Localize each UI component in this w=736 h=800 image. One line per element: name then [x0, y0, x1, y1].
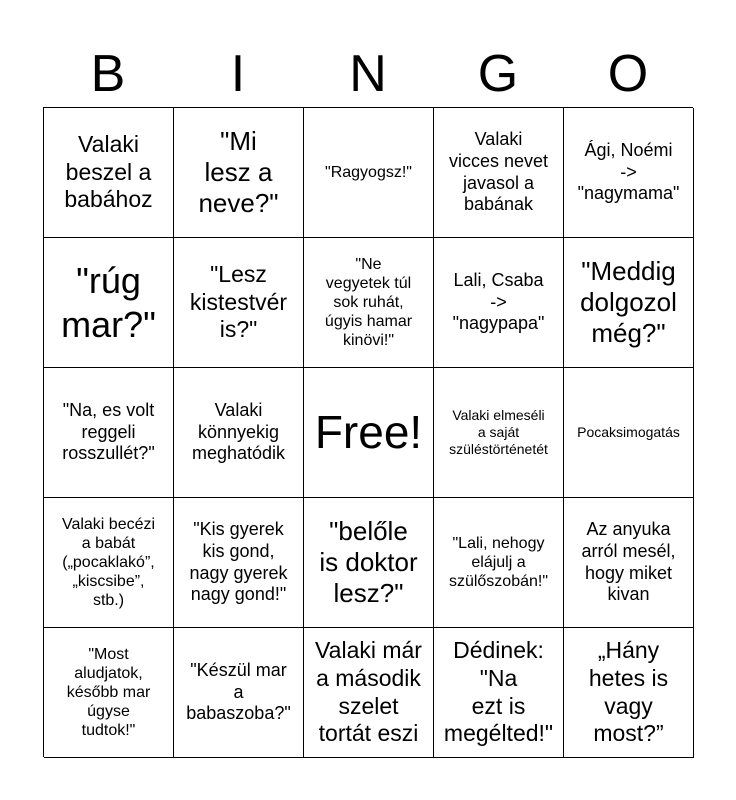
header-letter-g: G — [477, 45, 519, 103]
header-letter-n: N — [349, 45, 387, 103]
bingo-cell-text: "Meddig dolgozol még?" — [580, 255, 677, 349]
bingo-cell[interactable] — [564, 498, 694, 628]
bingo-cell-text: "rúg mar?" — [61, 260, 156, 345]
bingo-cell-text: Lali, Csaba -> "nagypapa" — [452, 270, 545, 334]
bingo-cell-text: Valaki vicces nevet javasol a babának — [448, 129, 549, 215]
bingo-cell-text: Valaki könnyekig meghatódik — [191, 400, 286, 464]
header-letter-o: O — [607, 45, 649, 103]
bingo-cell-text: Valaki már a második szelet tortát eszi — [315, 637, 422, 747]
bingo-cell-text: „Hány hetes is vagy most?” — [588, 637, 669, 747]
bingo-cell[interactable] — [304, 628, 434, 758]
bingo-cell[interactable] — [434, 108, 564, 238]
header-letter-b: B — [90, 45, 126, 103]
bingo-cell-text: Az anyuka arról mesél, hogy miket kivan — [581, 519, 676, 605]
bingo-cell-text: Pocaksimogatás — [577, 424, 680, 441]
bingo-cell[interactable] — [44, 498, 174, 628]
bingo-cell-text: Valaki beszel a babához — [64, 131, 153, 213]
bingo-cell[interactable] — [564, 108, 694, 238]
bingo-cell-text: "belőle is doktor lesz?" — [319, 515, 418, 609]
bingo-board — [43, 107, 693, 757]
bingo-cell-text: Dédinek: "Na ezt is megélted!" — [443, 637, 554, 747]
bingo-cell[interactable] — [44, 108, 174, 238]
bingo-cell[interactable] — [304, 238, 434, 368]
bingo-cell[interactable] — [564, 238, 694, 368]
header-letter-i: I — [230, 45, 246, 103]
bingo-cell[interactable] — [174, 368, 304, 498]
bingo-cell-text: "Kis gyerek kis gond, nagy gyerek nagy gond!" — [189, 519, 288, 605]
bingo-cell[interactable] — [304, 108, 434, 238]
bingo-header — [43, 40, 693, 108]
bingo-cell[interactable] — [434, 498, 564, 628]
bingo-cell[interactable] — [174, 498, 304, 628]
bingo-cell[interactable] — [434, 238, 564, 368]
bingo-cell[interactable] — [44, 628, 174, 758]
bingo-cell[interactable] — [304, 498, 434, 628]
bingo-cell-text: "Ragyogsz!" — [325, 163, 412, 181]
bingo-cell-text: Valaki elmeséli a saját szüléstörténetét — [449, 407, 548, 457]
bingo-cell-text: "Lesz kistestvér is?" — [189, 261, 288, 343]
bingo-cell[interactable] — [44, 238, 174, 368]
bingo-cell-text: "Ne vegyetek túl sok ruhát, úgyis hamar kinövi!" — [324, 255, 413, 350]
bingo-cell-text: Valaki becézi a babát („pocaklakó”, „kiscsibe”, stb.) — [61, 515, 156, 610]
bingo-cell[interactable] — [174, 108, 304, 238]
bingo-cell-text: "Na, es volt reggeli rosszullét?" — [62, 400, 155, 464]
bingo-cell[interactable] — [174, 628, 304, 758]
bingo-cell[interactable] — [434, 368, 564, 498]
bingo-cell[interactable] — [564, 628, 694, 758]
bingo-cell-text: "Készül mar a babaszoba?" — [186, 660, 291, 724]
bingo-cell-text: Ági, Noémi -> "nagymama" — [577, 140, 680, 204]
bingo-cell[interactable] — [434, 628, 564, 758]
bingo-cell-text: "Mi lesz a neve?" — [198, 125, 279, 219]
bingo-cell[interactable] — [174, 238, 304, 368]
bingo-cell[interactable] — [44, 368, 174, 498]
bingo-cell[interactable] — [564, 368, 694, 498]
bingo-cell-text: "Most aludjatok, később mar úgyse tudtok!" — [66, 645, 151, 740]
bingo-cell-text: "Lali, nehogy elájulj a szülőszobán!" — [448, 534, 549, 591]
bingo-cell-free[interactable] — [304, 368, 434, 498]
bingo-cell-text: Free! — [314, 405, 423, 458]
